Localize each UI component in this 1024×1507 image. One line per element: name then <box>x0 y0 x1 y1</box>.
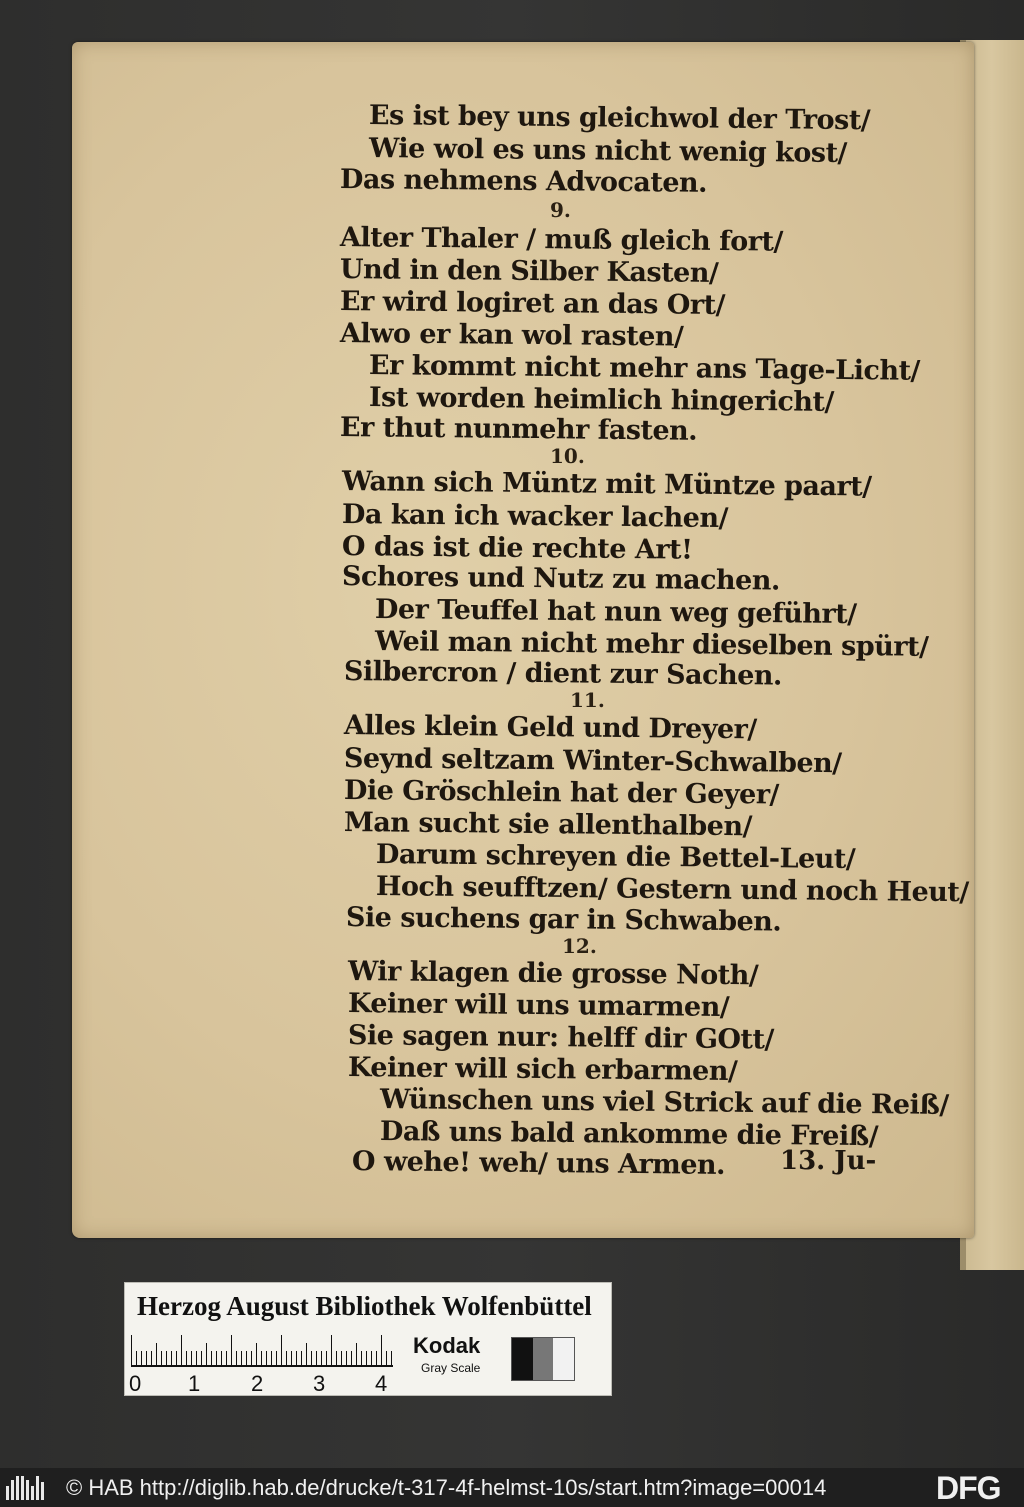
ruler-tick <box>306 1343 307 1365</box>
poem-line: Er kommt nicht mehr ans Tage-Licht/ <box>368 350 921 387</box>
ruler-tick <box>326 1351 327 1365</box>
ruler-tick <box>341 1351 342 1365</box>
ruler-tick <box>351 1351 352 1365</box>
stanza-number: 9. <box>550 198 571 222</box>
ruler-tick <box>356 1343 357 1365</box>
ruler-tick <box>211 1351 212 1365</box>
gray-patch <box>533 1338 554 1380</box>
ruler-tick <box>176 1351 177 1365</box>
ruler-tick <box>136 1351 137 1365</box>
ruler-tick <box>331 1335 332 1365</box>
ruler-tick <box>241 1351 242 1365</box>
ruler-tick <box>256 1343 257 1365</box>
ruler-tick <box>216 1351 217 1365</box>
gray-patch <box>553 1338 574 1380</box>
ruler-number: 3 <box>313 1371 326 1396</box>
ruler-tick <box>271 1351 272 1365</box>
footer-bar <box>0 1468 1024 1507</box>
gray-scale-patches <box>511 1337 575 1381</box>
ruler-tick <box>151 1351 152 1365</box>
poem-line: Wann sich Müntz mit Müntze paart/ <box>341 466 872 503</box>
poem-line: Alter Thaler / muß gleich fort/ <box>339 222 783 258</box>
ruler-number: 4 <box>375 1371 388 1396</box>
ruler-number: 0 <box>129 1371 142 1396</box>
kodak-gray-scale-label: Gray Scale <box>421 1361 481 1375</box>
poem-line: Weil man nicht mehr dieselben spürt/ <box>374 626 929 663</box>
ruler-tick <box>346 1351 347 1365</box>
ruler-number: 2 <box>251 1371 264 1396</box>
ruler-tick <box>236 1351 237 1365</box>
ruler-tick <box>166 1351 167 1365</box>
stanza-number: 12. <box>562 934 597 958</box>
ruler-tick <box>246 1351 247 1365</box>
poem-line: O wehe! weh/ uns Armen. <box>351 1146 726 1181</box>
ruler-tick <box>386 1351 387 1365</box>
ruler-tick <box>301 1351 302 1365</box>
poem-line: Keiner will uns umarmen/ <box>347 988 730 1023</box>
ruler-tick <box>276 1351 277 1365</box>
poem-line: Man sucht sie allenthalben/ <box>343 807 753 843</box>
ruler-tick <box>286 1351 287 1365</box>
ruler-tick <box>131 1335 132 1365</box>
measurement-ruler <box>131 1331 393 1367</box>
ruler-tick <box>226 1351 227 1365</box>
ruler-tick <box>336 1351 337 1365</box>
ruler-tick <box>156 1343 157 1365</box>
ruler-tick <box>266 1351 267 1365</box>
ruler-tick <box>231 1335 232 1365</box>
catchword: 13. Ju- <box>780 1146 877 1176</box>
poem-line: Wie wol es uns nicht wenig kost/ <box>368 133 848 170</box>
poem-line: Alles klein Geld und Dreyer/ <box>343 710 757 746</box>
library-name: Herzog August Bibliothek Wolfenbüttel <box>137 1291 592 1321</box>
poem-line: Keiner will sich erbarmen/ <box>347 1052 738 1088</box>
ruler-tick <box>196 1351 197 1365</box>
poem-line: Das nehmens Advocaten. <box>339 164 708 199</box>
poem-line: O das ist die rechte Art! <box>341 531 693 566</box>
gray-patch <box>512 1338 533 1380</box>
ruler-tick <box>381 1335 382 1365</box>
source-url-credit[interactable]: © HAB http://diglib.hab.de/drucke/t-317-4f-helmst-10s/start.htm?image=00014 <box>66 1475 827 1500</box>
poem-text <box>72 42 974 1238</box>
ruler-tick <box>361 1351 362 1365</box>
hab-logo-icon <box>6 1476 50 1500</box>
poem-line: Darum schreyen die Bettel-Leut/ <box>375 839 856 876</box>
ruler-tick <box>201 1351 202 1365</box>
poem-line: Er thut nunmehr fasten. <box>339 412 698 447</box>
ruler-tick <box>206 1343 207 1365</box>
ruler-tick <box>376 1351 377 1365</box>
ruler-tick <box>181 1335 182 1365</box>
poem-line: Es ist bey uns gleichwol der Trost/ <box>368 100 871 137</box>
ruler-tick <box>316 1351 317 1365</box>
kodak-logo: Kodak <box>413 1333 481 1358</box>
poem-line: Hoch seufftzen/ Gestern und noch Heut/ <box>375 871 969 909</box>
book-page <box>72 42 974 1238</box>
ruler-tick <box>191 1351 192 1365</box>
ruler-tick <box>221 1351 222 1365</box>
ruler-tick <box>391 1351 392 1365</box>
poem-line: Daß uns bald ankomme die Freiß/ <box>379 1116 879 1153</box>
stanza-number: 11. <box>570 688 605 712</box>
ruler-number: 1 <box>188 1371 201 1396</box>
ruler-tick <box>141 1351 142 1365</box>
ruler-tick <box>296 1351 297 1365</box>
dfg-logo: DFG <box>936 1470 1001 1506</box>
poem-line: Und in den Silber Kasten/ <box>339 254 719 289</box>
ruler-tick <box>366 1351 367 1365</box>
poem-line: Ist worden heimlich hingericht/ <box>368 382 834 418</box>
poem-line: Da kan ich wacker lachen/ <box>341 499 729 535</box>
poem-line: Alwo er kan wol rasten/ <box>339 318 684 353</box>
poem-line: Seynd seltzam Winter-Schwalben/ <box>343 743 842 780</box>
ruler-tick <box>261 1351 262 1365</box>
poem-line: Wünschen uns viel Strick auf die Reiß/ <box>379 1084 949 1121</box>
poem-line: Wir klagen die grosse Noth/ <box>347 956 759 992</box>
ruler-tick <box>291 1351 292 1365</box>
poem-line: Die Gröschlein hat der Geyer/ <box>343 775 780 811</box>
ruler-tick <box>146 1351 147 1365</box>
ruler-tick <box>251 1351 252 1365</box>
ruler-tick <box>161 1351 162 1365</box>
ruler-tick <box>186 1351 187 1365</box>
ruler-tick <box>311 1351 312 1365</box>
poem-line: Sie sagen nur: helff dir GOtt/ <box>347 1020 774 1056</box>
ruler-tick <box>281 1335 282 1365</box>
poem-line: Schores und Nutz zu machen. <box>341 561 780 597</box>
stanza-number: 10. <box>550 444 585 468</box>
ruler-tick <box>321 1351 322 1365</box>
ruler-tick <box>171 1351 172 1365</box>
poem-line: Silbercron / dient zur Sachen. <box>343 656 783 692</box>
ruler-tick <box>371 1351 372 1365</box>
poem-line: Sie suchens gar in Schwaben. <box>345 902 782 938</box>
poem-line: Der Teuffel hat nun weg geführt/ <box>374 594 857 631</box>
poem-line: Er wird logiret an das Ort/ <box>339 286 726 322</box>
library-scale-card <box>124 1282 612 1396</box>
